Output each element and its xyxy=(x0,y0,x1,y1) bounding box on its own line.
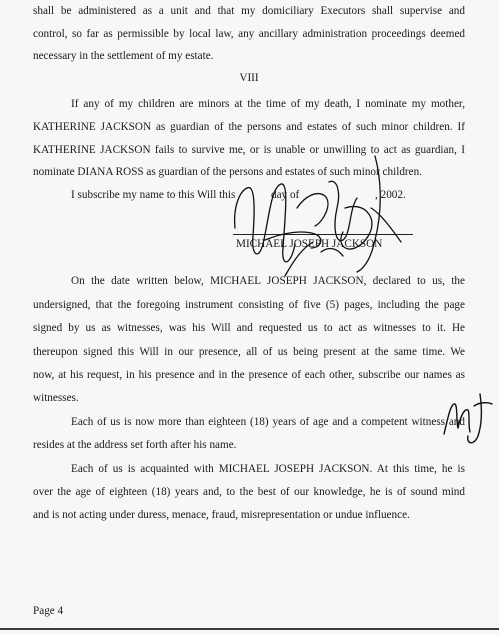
subscribe-day-of: day of xyxy=(271,189,300,201)
text-line: undersigned, that the foregoing instrument consisting of five (5) pages, including the page xyxy=(33,299,465,311)
text-line: shall be administered as a unit and that my domiciliary Executors shall supervise and xyxy=(33,5,465,17)
text-line: control, so far as permissible by local law, any ancillary administration proceedings deemed xyxy=(33,28,465,40)
subscribe-line: I subscribe my name to this Will this xyxy=(71,189,236,201)
subscribe-year: , 2002. xyxy=(375,189,406,201)
text-line: Each of us is acquainted with MICHAEL JOSEPH JACKSON. At this time, he is xyxy=(71,463,465,475)
text-line: KATHERINE JACKSON fails to survive me, or is unable or unwilling to act as guardian, I xyxy=(33,144,465,156)
text-line: On the date written below, MICHAEL JOSEPH JACKSON, declared to us, the xyxy=(71,275,465,287)
text-line: now, at his request, in his presence and in the presence of each other, subscribe our names as xyxy=(33,369,465,381)
text-line: necessary in the settlement of my estate. xyxy=(33,50,214,62)
text-line: over the age of eighteen (18) years and, to the best of our knowledge, he is of sound mind xyxy=(33,486,465,498)
handwritten-signature xyxy=(225,148,410,278)
text-line: witnesses. xyxy=(33,392,79,404)
text-line: Each of us is now more than eighteen (18) years of age and a competent witness and xyxy=(71,416,465,428)
text-line: resides at the address set forth after his name. xyxy=(33,439,237,451)
text-line: If any of my children are minors at the time of my death, I nominate my mother, xyxy=(71,98,465,110)
text-line: KATHERINE JACKSON as guardian of the persons and estates of such minor children. If xyxy=(33,121,465,133)
text-line: signed by us as witnesses, was his Will and requested us to act as witnesses to it. He xyxy=(33,322,465,334)
text-line: nominate DIANA ROSS as guardian of the persons and estates of such minor children. xyxy=(33,166,422,178)
testator-name: MICHAEL JOSEPH JACKSON xyxy=(236,238,383,250)
text-line: thereupon signed this Will in our presence, all of us being present at the same time. We xyxy=(33,346,465,358)
page-number: Page 4 xyxy=(33,605,64,617)
section-heading: VIII xyxy=(239,72,259,84)
page-edge xyxy=(0,628,499,630)
text-line: and is not acting under duress, menace, fraud, misrepresentation or undue influence. xyxy=(33,509,410,521)
